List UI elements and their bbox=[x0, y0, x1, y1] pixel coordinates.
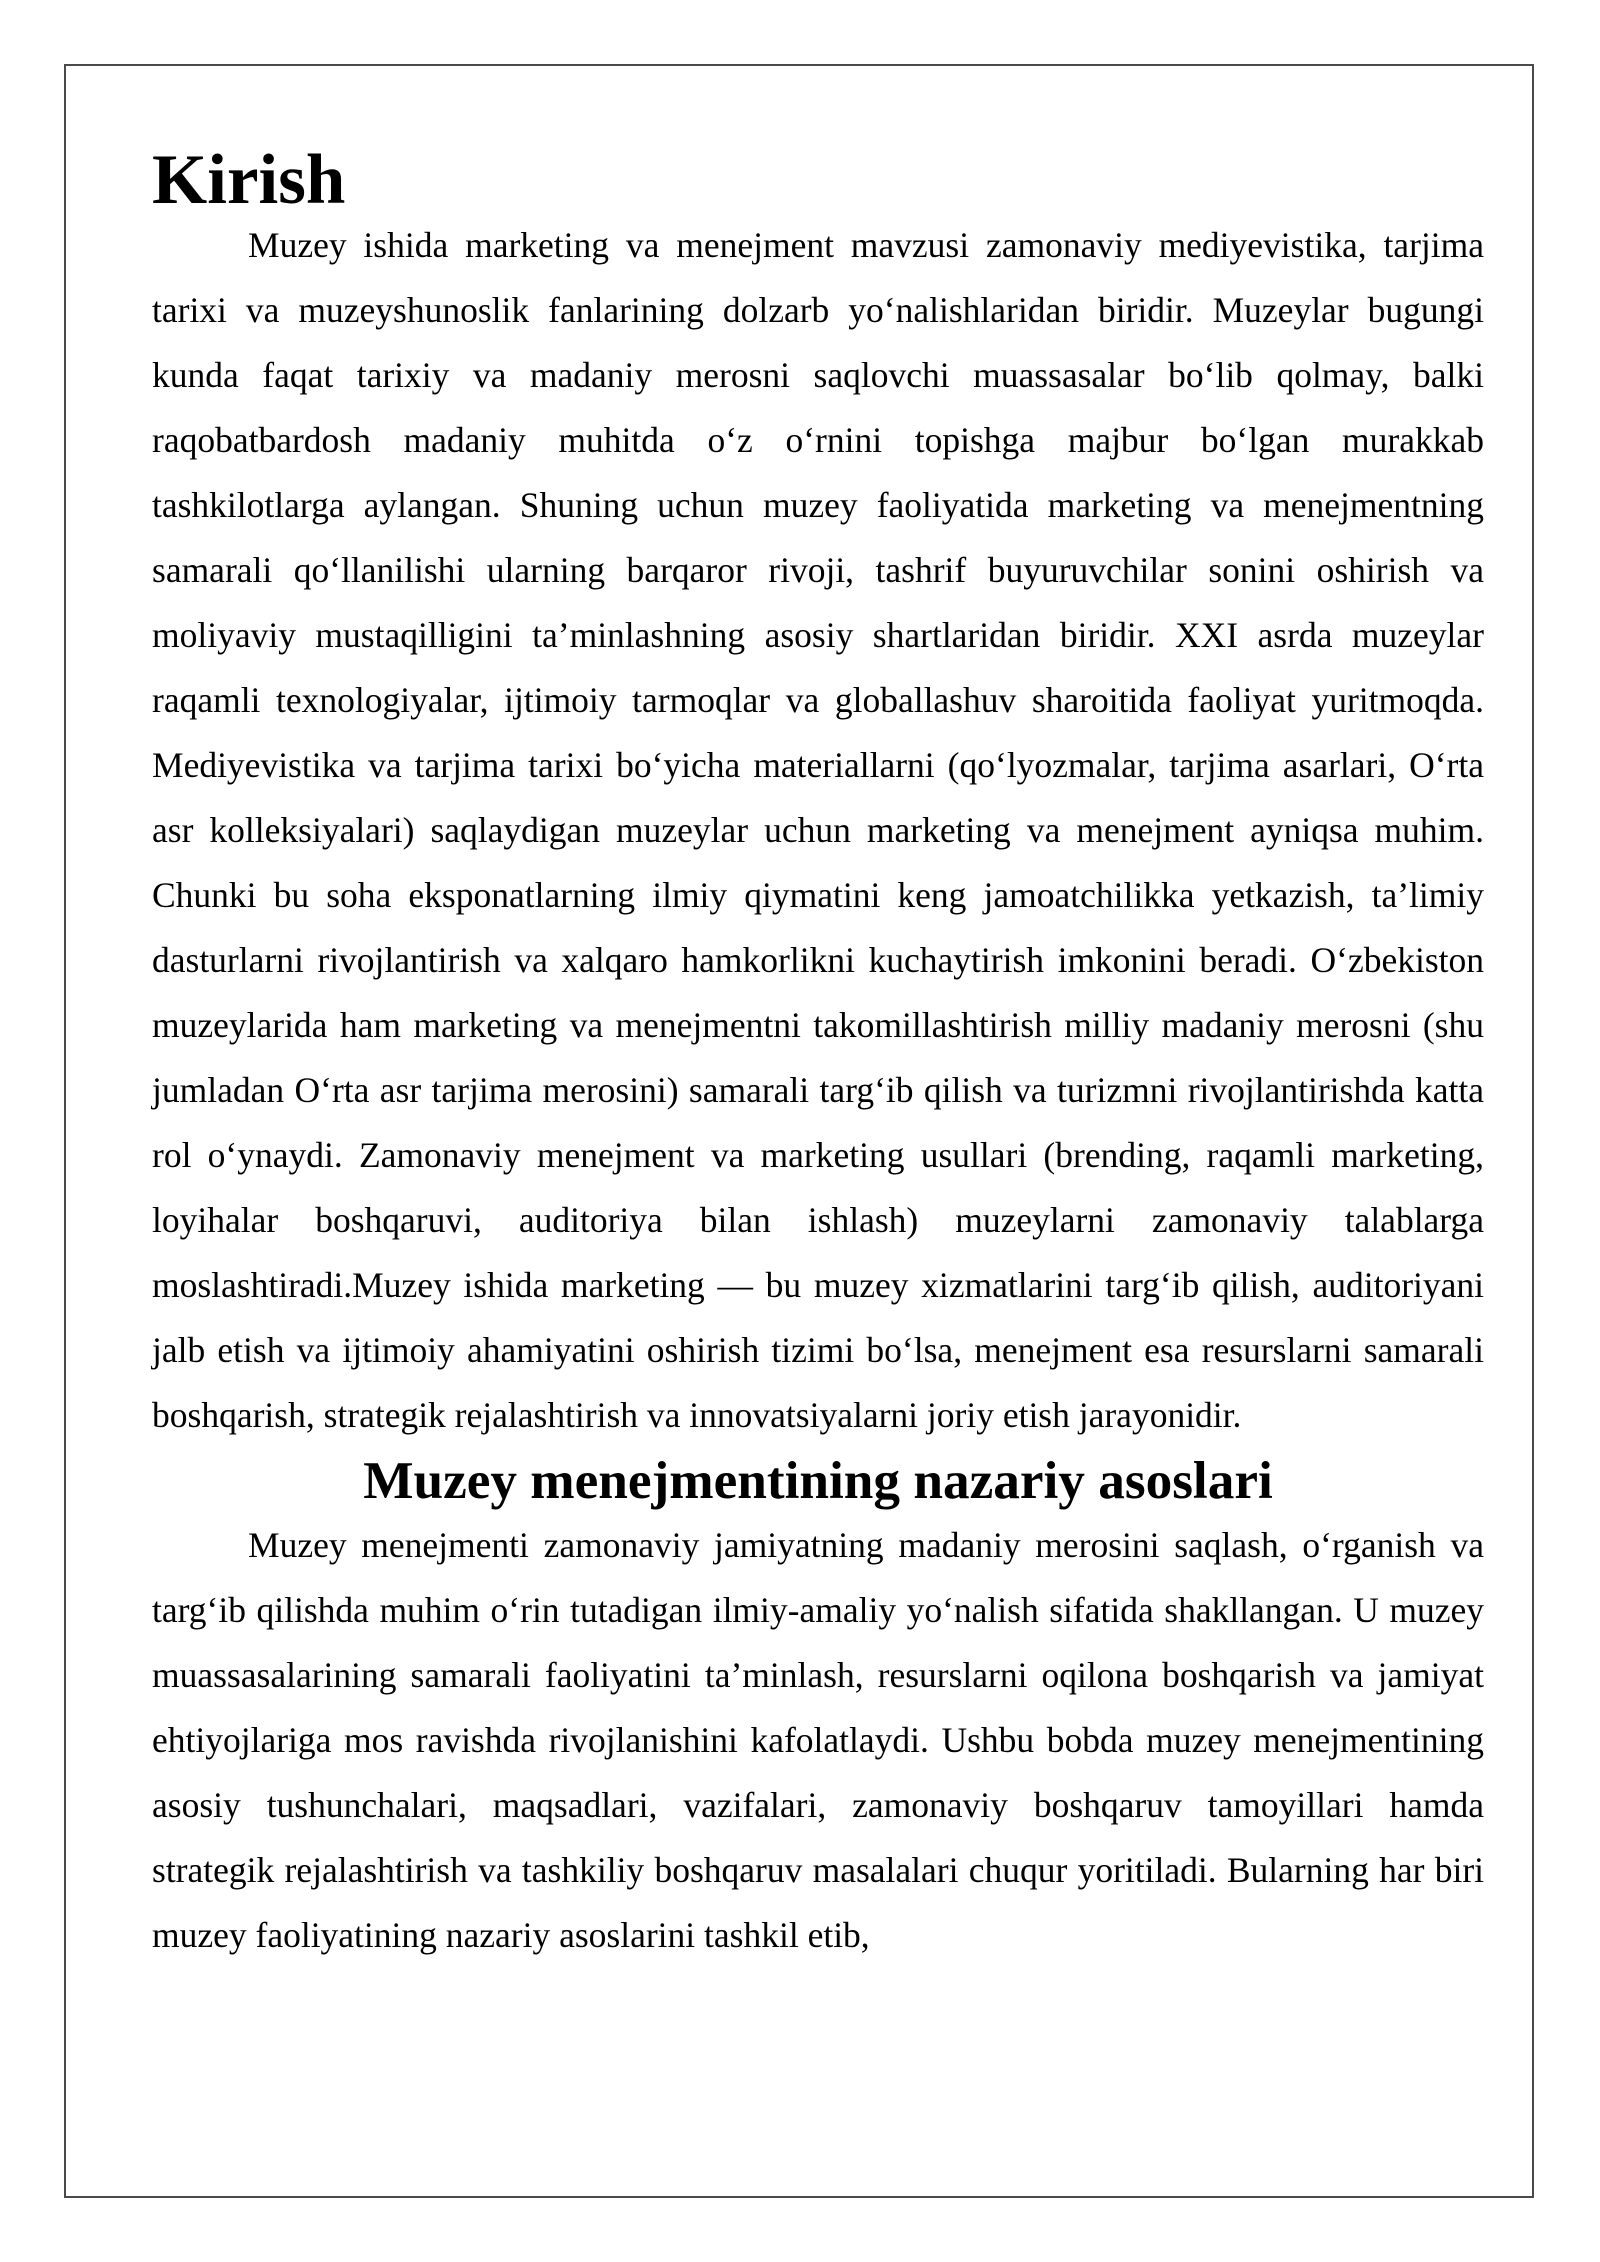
theory-paragraph: Muzey menejmenti zamonaviy jamiyatning madaniy merosini saqlash, o‘rganish va targ‘ib qilishda muhim o‘rin tutadigan ilmiy-amaliy yo‘nalish sifatida shakllangan. U muzey muassasalarining samarali faoliyatini ta’minlash, resurslarni oqilona boshqarish va jamiyat ehtiyojlariga mos ravishda rivojlanishini kafolatlaydi. Ushbu bobda muzey menejmentining asosiy tushunchalari, maqsadlari, vazifalari, zamonaviy boshqaruv tamoyillari hamda strategik rejalashtirish va tashkiliy boshqaruv masalalari chuqur yoritiladi. Bularning har biri muzey faoliyatining nazariy asoslarini tashkil etib, bbox=[152, 1525, 1484, 1955]
section-heading-theory: Muzey menejmentining nazariy asoslari bbox=[363, 1451, 1273, 1510]
section-heading-intro: Kirish bbox=[152, 141, 346, 219]
intro-paragraph: Muzey ishida marketing va menejment mavzusi zamonaviy mediyevistika, tarjima tarixi va muzeyshunoslik fanlarining dolzarb yo‘nalishlaridan biridir. Muzeylar bugungi kunda faqat tarixiy va madaniy merosni saqlovchi muassasalar bo‘lib qolmay, balki raqobatbardosh madaniy muhitda o‘z o‘rnini topishga majbur bo‘lgan murakkab tashkilotlarga aylangan. Shuning uchun muzey faoliyatida marketing va menejmentning samarali qo‘llanilishi ularning barqaror rivoji, tashrif buyuruvchilar sonini oshirish va moliyaviy mustaqilligini ta’minlashning asosiy shartlaridan biridir. XXI asrda muzeylar raqamli texnologiyalar, ijtimoiy tarmoqlar va globallashuv sharoitida faoliyat yuritmoqda. Mediyevistika va tarjima tarixi bo‘yicha materiallarni (qo‘lyozmalar, tarjima asarlari, O‘rta asr kolleksiyalari) saqlaydigan muzeylar uchun marketing va menejment ayniqsa muhim. Chunki bu soha eksponatlarning ilmiy qiymatini keng jamoatchilikka yetkazish, ta’limiy dasturlarni rivojlantirish va xalqaro hamkorlikni kuchaytirish imkonini beradi. O‘zbekiston muzeylarida ham marketing va menejmentni takomillashtirish milliy madaniy merosni (shu jumladan O‘rta asr tarjima merosini) samarali targ‘ib qilish va turizmni rivojlantirishda katta rol o‘ynaydi. Zamonaviy menejment va marketing usullari (brending, raqamli marketing, loyihalar boshqaruvi, auditoriya bilan ishlash) muzeylarni zamonaviy talablarga moslashtiradi.Muzey ishida marketing — bu muzey xizmatlarini targ‘ib qilish, auditoriyani jalb etish va ijtimoiy ahamiyatini oshirish tizimi bo‘lsa, menejment esa resurslarni samarali boshqarish, strategik rejalashtirish va innovatsiyalarni joriy etish jarayonidir. bbox=[152, 225, 1484, 1435]
document-body bbox=[152, 141, 1484, 1968]
